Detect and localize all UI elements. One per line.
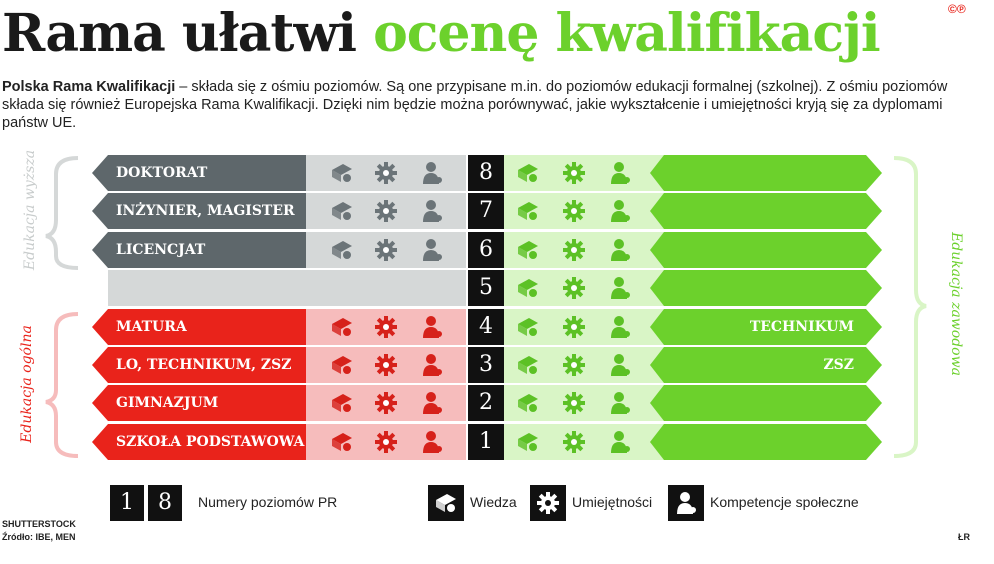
level-row [0,193,994,229]
gear-icon [562,199,586,223]
person-icon [420,353,444,377]
person-icon [674,491,698,515]
level-row [0,155,994,191]
legend-competences-label: Kompetencje społeczne [710,494,859,510]
right-arrow [650,424,882,460]
side-label-higher: Edukacja wyższa [22,149,39,271]
empty-left-band [108,270,466,306]
level-number: 4 [468,309,504,345]
book-hand-icon [330,391,354,415]
level-left-label: INŻYNIER, MAGISTER [116,203,295,219]
gear-icon [374,199,398,223]
intro-text [2,78,987,132]
book-hand-icon [516,199,540,223]
level-left-label: GIMNAZJUM [116,395,219,411]
right-arrow [650,385,882,421]
person-icon [608,276,632,300]
copyright-mark: ©℗ [948,2,966,16]
level-row [0,347,994,383]
intro-body: – składa się z ośmiu poziomów. Są one przypisane m.in. do poziomów edukacji formalnej (szkolnej). Z ośmiu poziomów składa się również Europejska Rama Kwalifikacji. Dzięki nim będzie można porównywać, jakie wykształcenie i umiejętności kryją się za dyplomami państw UE. [2,79,948,131]
person-icon [420,161,444,185]
person-icon [608,161,632,185]
level-left-label: DOKTORAT [116,165,208,181]
book-hand-icon [330,353,354,377]
person-icon [420,199,444,223]
gear-icon [374,161,398,185]
gear-icon [374,315,398,339]
gear-icon [374,430,398,454]
book-hand-icon [516,315,540,339]
book-hand-icon [330,161,354,185]
legend-number-1: 1 [110,485,144,521]
footer-author: ŁR [958,532,970,542]
level-left-label: SZKOŁA PODSTAWOWA [116,434,305,450]
book-hand-icon [516,353,540,377]
gear-icon [562,238,586,262]
level-left-label: MATURA [116,319,187,335]
book-hand-icon [516,391,540,415]
right-arrow [650,270,882,306]
gear-icon [374,353,398,377]
person-icon [608,238,632,262]
level-number: 7 [468,193,504,229]
gear-icon [562,315,586,339]
legend-skills-label: Umiejętności [572,494,653,510]
level-right-label: ZSZ [823,357,854,373]
level-row [0,232,994,268]
level-left-label: LO, TECHNIKUM, ZSZ [116,357,292,373]
level-number: 3 [468,347,504,383]
person-icon [420,238,444,262]
book-hand-icon [434,491,458,515]
book-hand-icon [330,199,354,223]
book-hand-icon [516,238,540,262]
gear-icon [562,430,586,454]
book-hand-icon [330,315,354,339]
person-icon [608,315,632,339]
level-left-label: LICENCJAT [116,242,206,258]
person-icon [608,353,632,377]
gear-icon [374,391,398,415]
footer-credit: SHUTTERSTOCK [2,519,76,529]
book-hand-icon [516,161,540,185]
person-icon [420,391,444,415]
gear-icon [536,491,560,515]
title-part1: Rama ułatwi [2,3,356,64]
book-hand-icon [516,430,540,454]
gear-icon [562,391,586,415]
level-row [0,385,994,421]
book-hand-icon [330,238,354,262]
footer-source: Źródło: IBE, MEN [2,532,76,542]
legend-skills-box [530,485,566,521]
legend-knowledge-box [428,485,464,521]
person-icon [420,315,444,339]
person-icon [608,391,632,415]
right-arrow [650,193,882,229]
person-icon [608,430,632,454]
legend-competences-box [668,485,704,521]
title-part2: ocenę kwalifikacji [373,3,880,64]
gear-icon [562,276,586,300]
level-right-label: TECHNIKUM [749,319,854,335]
person-icon [420,430,444,454]
intro-bold: Polska Rama Kwalifikacji [2,79,176,95]
level-number: 6 [468,232,504,268]
level-number: 1 [468,424,504,460]
side-label-vocational: Edukacja zawodowa [947,232,964,376]
side-label-general: Edukacja ogólna [18,325,35,443]
right-arrow [650,232,882,268]
book-hand-icon [330,430,354,454]
level-row [0,309,994,345]
level-number: 8 [468,155,504,191]
gear-icon [562,353,586,377]
book-hand-icon [516,276,540,300]
right-arrow [650,155,882,191]
gear-icon [562,161,586,185]
legend-knowledge-label: Wiedza [470,494,517,510]
page-title [2,2,880,66]
legend-numbers-label: Numery poziomów PR [198,494,338,510]
legend-number-8: 8 [148,485,182,521]
gear-icon [374,238,398,262]
person-icon [608,199,632,223]
level-number: 2 [468,385,504,421]
level-row [0,424,994,460]
level-row [0,270,994,306]
level-number: 5 [468,270,504,306]
